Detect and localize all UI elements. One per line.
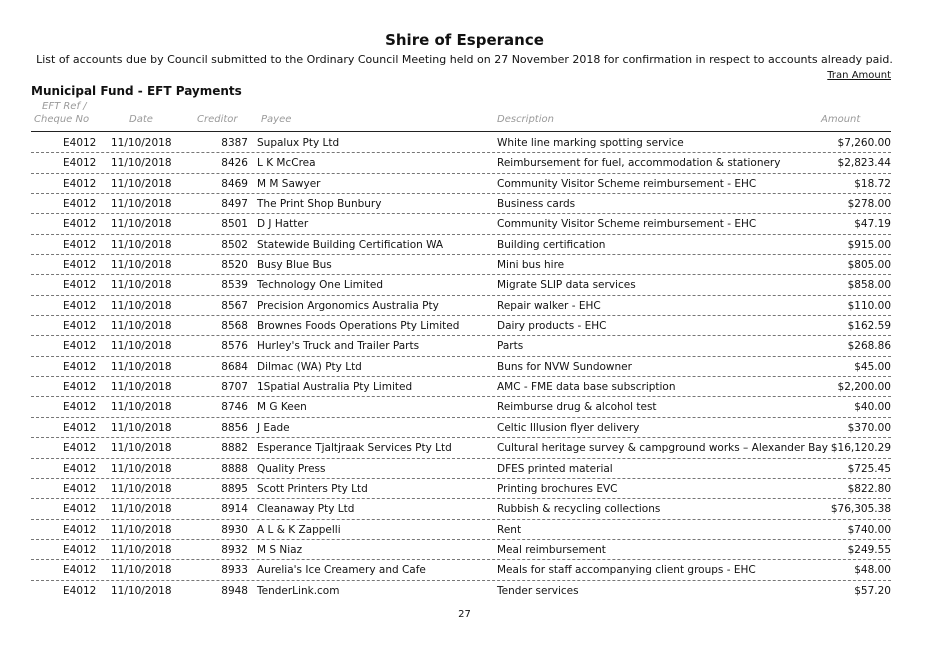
table-row <box>31 255 891 275</box>
cheque-no-cell: E4012 <box>63 523 97 536</box>
creditor-cell: 8469 <box>221 177 248 190</box>
amount-cell: $2,823.44 <box>837 157 891 170</box>
cheque-no-cell: E4012 <box>63 177 97 190</box>
date-cell: 11/10/2018 <box>111 279 172 292</box>
cheque-no-cell: E4012 <box>63 198 97 211</box>
description-cell: Meal reimbursement <box>497 543 606 556</box>
creditor-cell: 8895 <box>221 482 248 495</box>
cheque-no-cell: E4012 <box>63 360 97 373</box>
cheque-no-cell: E4012 <box>63 137 97 149</box>
payee-cell: M M Sawyer <box>257 177 321 190</box>
cheque-no-cell: E4012 <box>63 238 97 251</box>
payee-cell: L K McCrea <box>257 157 316 170</box>
description-cell: DFES printed material <box>497 462 613 475</box>
table-row <box>31 520 891 540</box>
amount-cell: $915.00 <box>847 238 891 251</box>
column-header-amount: Amount <box>821 114 861 125</box>
creditor-cell: 8914 <box>221 503 248 516</box>
table-row <box>31 418 891 438</box>
amount-cell: $18.72 <box>854 177 891 190</box>
payments-table <box>0 133 929 601</box>
creditor-cell: 8888 <box>221 462 248 475</box>
description-cell: Migrate SLIP data services <box>497 279 636 292</box>
cheque-no-cell: E4012 <box>63 401 97 414</box>
payee-cell: D J Hatter <box>257 218 309 231</box>
date-cell: 11/10/2018 <box>111 299 172 312</box>
creditor-cell: 8501 <box>221 218 248 231</box>
cheque-no-cell: E4012 <box>63 218 97 231</box>
creditor-cell: 8539 <box>221 279 248 292</box>
cheque-no-cell: E4012 <box>63 259 97 272</box>
table-row <box>31 316 891 336</box>
column-header-ref-line1: EFT Ref / <box>42 101 87 112</box>
cheque-no-cell: E4012 <box>63 543 97 556</box>
description-cell: White line marking spotting service <box>497 137 684 149</box>
date-cell: 11/10/2018 <box>111 381 172 394</box>
amount-cell: $47.19 <box>854 218 891 231</box>
table-row <box>31 275 891 295</box>
page-title: Shire of Esperance <box>385 31 544 49</box>
payee-cell: Dilmac (WA) Pty Ltd <box>257 360 362 373</box>
page-subtitle: List of accounts due by Council submitted to the Ordinary Council Meeting held on 27 November 2018 for confirmation in respect to accounts already paid. <box>36 53 893 66</box>
creditor-cell: 8932 <box>221 543 248 556</box>
description-cell: Reimbursement for fuel, accommodation & stationery <box>497 157 781 170</box>
description-cell: Cultural heritage survey & campground works – Alexander Bay <box>497 442 828 455</box>
table-row <box>31 438 891 458</box>
amount-cell: $40.00 <box>854 401 891 414</box>
table-row <box>31 581 891 601</box>
table-row <box>31 540 891 560</box>
date-cell: 11/10/2018 <box>111 238 172 251</box>
payee-cell: M S Niaz <box>257 543 303 556</box>
table-row <box>31 235 891 255</box>
payee-cell: Technology One Limited <box>257 279 384 292</box>
description-cell: Buns for NVW Sundowner <box>497 360 632 373</box>
amount-cell: $278.00 <box>847 198 891 211</box>
date-cell: 11/10/2018 <box>111 320 172 333</box>
column-header-description: Description <box>497 114 554 125</box>
table-row <box>31 459 891 479</box>
date-cell: 11/10/2018 <box>111 462 172 475</box>
description-cell: Mini bus hire <box>497 259 565 272</box>
creditor-cell: 8387 <box>221 137 248 149</box>
creditor-cell: 8567 <box>221 299 248 312</box>
cheque-no-cell: E4012 <box>63 299 97 312</box>
date-cell: 11/10/2018 <box>111 421 172 434</box>
payee-cell: Statewide Building Certification WA <box>257 238 444 251</box>
payee-cell: Hurley's Truck and Trailer Parts <box>257 340 420 353</box>
amount-cell: $268.86 <box>847 340 891 353</box>
creditor-cell: 8933 <box>221 564 248 577</box>
column-header-payee: Payee <box>261 114 292 125</box>
description-cell: Parts <box>497 340 524 353</box>
cheque-no-cell: E4012 <box>63 340 97 353</box>
creditor-cell: 8684 <box>221 360 248 373</box>
date-cell: 11/10/2018 <box>111 137 172 149</box>
creditor-cell: 8746 <box>221 401 248 414</box>
creditor-cell: 8426 <box>221 157 248 170</box>
description-cell: Dairy products - EHC <box>497 320 607 333</box>
table-row <box>31 560 891 580</box>
date-cell: 11/10/2018 <box>111 503 172 516</box>
description-cell: Rent <box>497 523 522 536</box>
payee-cell: Esperance Tjaltjraak Services Pty Ltd <box>257 442 452 455</box>
description-cell: Building certification <box>497 238 606 251</box>
description-cell: Printing brochures EVC <box>497 482 618 495</box>
amount-cell: $45.00 <box>854 360 891 373</box>
amount-cell: $725.45 <box>847 462 891 475</box>
creditor-cell: 8520 <box>221 259 248 272</box>
creditor-cell: 8576 <box>221 340 248 353</box>
cheque-no-cell: E4012 <box>63 421 97 434</box>
creditor-cell: 8502 <box>221 238 248 251</box>
amount-cell: $76,305.38 <box>830 503 891 516</box>
creditor-cell: 8497 <box>221 198 248 211</box>
cheque-no-cell: E4012 <box>63 157 97 170</box>
amount-cell: $740.00 <box>847 523 891 536</box>
date-cell: 11/10/2018 <box>111 523 172 536</box>
cheque-no-cell: E4012 <box>63 381 97 394</box>
table-row <box>31 194 891 214</box>
page-number: 27 <box>458 609 471 620</box>
column-header-date: Date <box>129 114 153 125</box>
amount-cell: $16,120.29 <box>830 442 891 455</box>
creditor-cell: 8568 <box>221 320 248 333</box>
column-header-creditor: Creditor <box>197 114 238 125</box>
payee-cell: Supalux Pty Ltd <box>257 137 340 149</box>
table-row <box>31 133 891 153</box>
payee-cell: A L & K Zappelli <box>257 523 341 536</box>
column-header-ref-line2: Cheque No <box>34 114 90 125</box>
description-cell: Celtic Illusion flyer delivery <box>497 421 640 434</box>
description-cell: Reimburse drug & alcohol test <box>497 401 657 414</box>
date-cell: 11/10/2018 <box>111 584 172 597</box>
cheque-no-cell: E4012 <box>63 279 97 292</box>
amount-cell: $7,260.00 <box>837 137 891 149</box>
date-cell: 11/10/2018 <box>111 442 172 455</box>
date-cell: 11/10/2018 <box>111 177 172 190</box>
payee-cell: Scott Printers Pty Ltd <box>257 482 368 495</box>
creditor-cell: 8948 <box>221 584 248 597</box>
cheque-no-cell: E4012 <box>63 482 97 495</box>
description-cell: Business cards <box>497 198 576 211</box>
cheque-no-cell: E4012 <box>63 442 97 455</box>
table-row <box>31 377 891 397</box>
amount-cell: $249.55 <box>847 543 891 556</box>
table-row <box>31 499 891 519</box>
creditor-cell: 8930 <box>221 523 248 536</box>
payee-cell: M G Keen <box>257 401 307 414</box>
table-row <box>31 397 891 417</box>
table-row <box>31 174 891 194</box>
creditor-cell: 8856 <box>221 421 248 434</box>
payee-cell: Busy Blue Bus <box>257 259 332 272</box>
payee-cell: Cleanaway Pty Ltd <box>257 503 355 516</box>
date-cell: 11/10/2018 <box>111 482 172 495</box>
date-cell: 11/10/2018 <box>111 198 172 211</box>
description-cell: Tender services <box>497 584 579 597</box>
cheque-no-cell: E4012 <box>63 462 97 475</box>
payee-cell: 1Spatial Australia Pty Limited <box>257 381 413 394</box>
creditor-cell: 8707 <box>221 381 248 394</box>
payee-cell: TenderLink.com <box>257 584 340 597</box>
description-cell: Community Visitor Scheme reimbursement - EHC <box>497 218 757 231</box>
cheque-no-cell: E4012 <box>63 584 97 597</box>
table-row <box>31 153 891 173</box>
creditor-cell: 8882 <box>221 442 248 455</box>
table-row <box>31 296 891 316</box>
amount-cell: $110.00 <box>847 299 891 312</box>
payee-cell: The Print Shop Bunbury <box>257 198 382 211</box>
description-cell: Rubbish & recycling collections <box>497 503 661 516</box>
amount-cell: $48.00 <box>854 564 891 577</box>
date-cell: 11/10/2018 <box>111 543 172 556</box>
date-cell: 11/10/2018 <box>111 360 172 373</box>
table-row <box>31 357 891 377</box>
payee-cell: J Eade <box>257 421 290 434</box>
header-rule <box>31 131 891 132</box>
cheque-no-cell: E4012 <box>63 564 97 577</box>
amount-cell: $805.00 <box>847 259 891 272</box>
date-cell: 11/10/2018 <box>111 259 172 272</box>
amount-cell: $370.00 <box>847 421 891 434</box>
description-cell: AMC - FME data base subscription <box>497 381 676 394</box>
date-cell: 11/10/2018 <box>111 218 172 231</box>
description-cell: Community Visitor Scheme reimbursement - EHC <box>497 177 757 190</box>
section-heading: Municipal Fund - EFT Payments <box>31 84 242 98</box>
amount-cell: $2,200.00 <box>837 381 891 394</box>
date-cell: 11/10/2018 <box>111 340 172 353</box>
amount-cell: $822.80 <box>847 482 891 495</box>
payee-cell: Aurelia's Ice Creamery and Cafe <box>257 564 426 577</box>
amount-cell: $858.00 <box>847 279 891 292</box>
cheque-no-cell: E4012 <box>63 320 97 333</box>
amount-cell: $162.59 <box>847 320 891 333</box>
cheque-no-cell: E4012 <box>63 503 97 516</box>
description-cell: Meals for staff accompanying client groups - EHC <box>497 564 756 577</box>
payee-cell: Precision Argonomics Australia Pty <box>257 299 439 312</box>
table-row <box>31 479 891 499</box>
table-row <box>31 336 891 356</box>
description-cell: Repair walker - EHC <box>497 299 601 312</box>
payee-cell: Quality Press <box>257 462 326 475</box>
payee-cell: Brownes Foods Operations Pty Limited <box>257 320 460 333</box>
date-cell: 11/10/2018 <box>111 401 172 414</box>
amount-cell: $57.20 <box>854 584 891 597</box>
date-cell: 11/10/2018 <box>111 564 172 577</box>
tran-amount-label: Tran Amount <box>827 70 891 81</box>
table-row <box>31 214 891 234</box>
date-cell: 11/10/2018 <box>111 157 172 170</box>
